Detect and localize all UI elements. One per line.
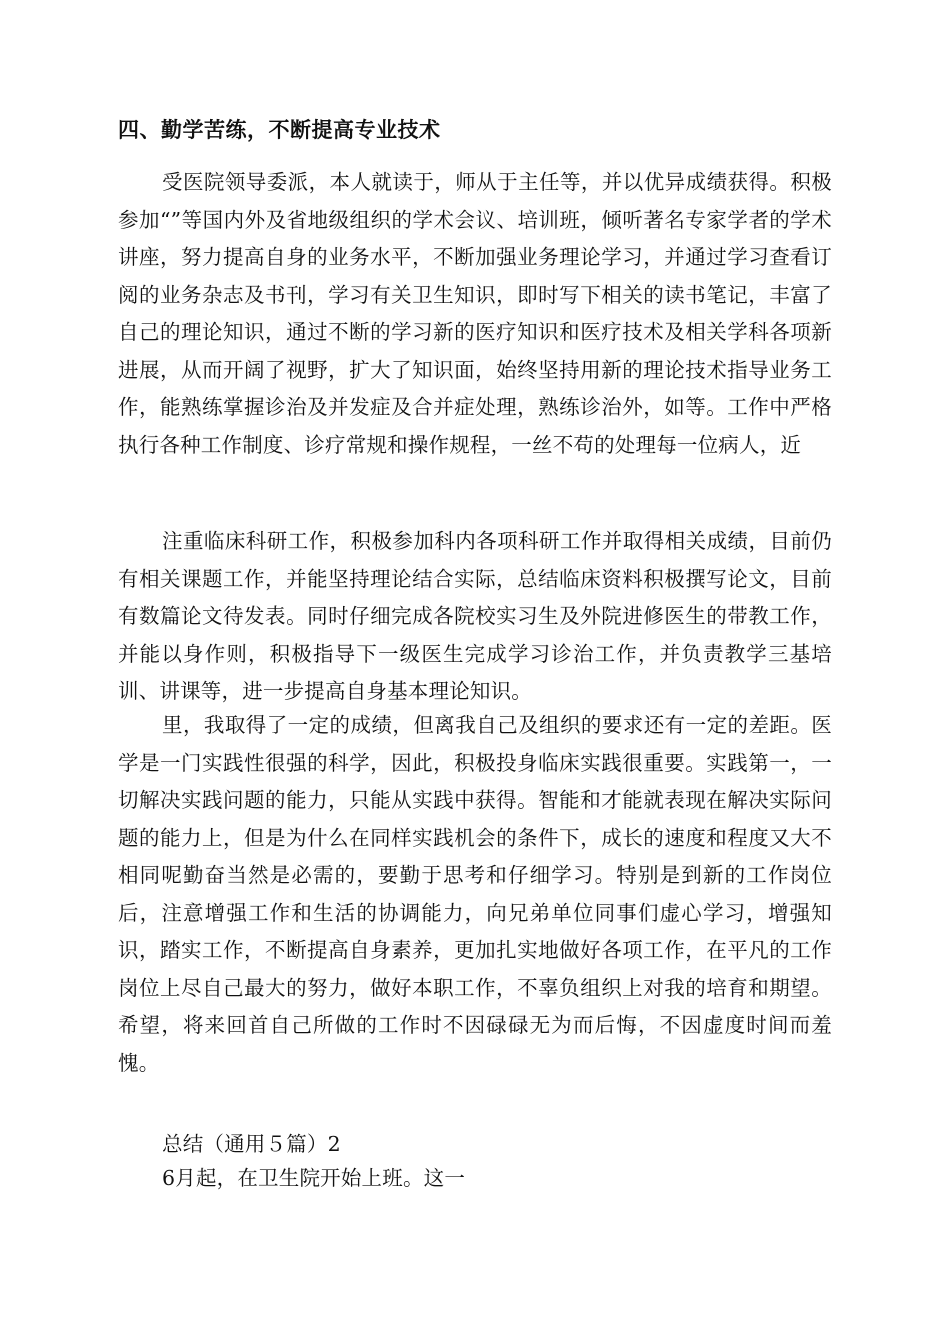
paragraph-research: 注重临床科研工作，积极参加科内各项科研工作并取得相关成绩，目前仍有相关课题工作，并能坚持理论结合实际，总结临床资料积极撰写论文，目前有数篇论文待发表。同时仔细完成各院校实习生及外院进修医生的带教工作，并能以身作则，积极指导下一级医生完成学习诊治工作，并负责教学三基培训、讲课等，进一步提高自身基本理论知识。 — [118, 529, 832, 703]
paragraph-reflection: 里，我取得了一定的成绩，但离我自己及组织的要求还有一定的差距。医学是一门实践性很强的科学，因此，积极投身临床实践很重要。实践第一，一切解决实践问题的能力，只能从实践中获得。智能和才能就表现在解决实际问题的能力上，但是为什么在同样实践机会的条件下，成长的速度和程度又大不相同呢勤奋当然是必需的，要勤于思考和仔细学习。特别是到新的工作岗位后，注意增强工作和生活的协调能力，向兄弟单位同事们虚心学习，增强知识，踏实工作，不断提高自身素养，更加扎实地做好各项工作，在平凡的工作岗位上尽自己最大的努力，做好本职工作，不辜负组织上对我的培育和期望。希望，将来回首自己所做的工作时不因碌碌无为而后悔，不因虚度时间而羞愧。 — [118, 713, 832, 1075]
paragraph-start: 6月起，在卫生院开始上班。这一 — [162, 1166, 466, 1190]
paragraph-study: 受医院领导委派，本人就读于，师从于主任等，并以优异成绩获得。积极参加“”等国内外及省地级组织的学术会议、培训班，倾听著名专家学者的学术讲座，努力提高自身的业务水平，不断加强业务理论学习，并通过学习查看订阅的业务杂志及书刊，学习有关卫生知识，即时写下相关的读书笔记，丰富了自己的理论知识，通过不断的学习新的医疗知识和医疗技术及相关学科各项新进展，从而开阔了视野，扩大了知识面，始终坚持用新的理论技术指导业务工作，能熟练掌握诊治及并发症及合并症处理，熟练诊治外，如等。工作中严格执行各种工作制度、诊疗常规和操作规程，一丝不苟的处理每一位病人，近 — [118, 170, 832, 457]
summary-title: 总结（通用５篇）2 — [162, 1132, 341, 1156]
section-heading: 四、勤学苦练，不断提高专业技术 — [118, 118, 441, 142]
